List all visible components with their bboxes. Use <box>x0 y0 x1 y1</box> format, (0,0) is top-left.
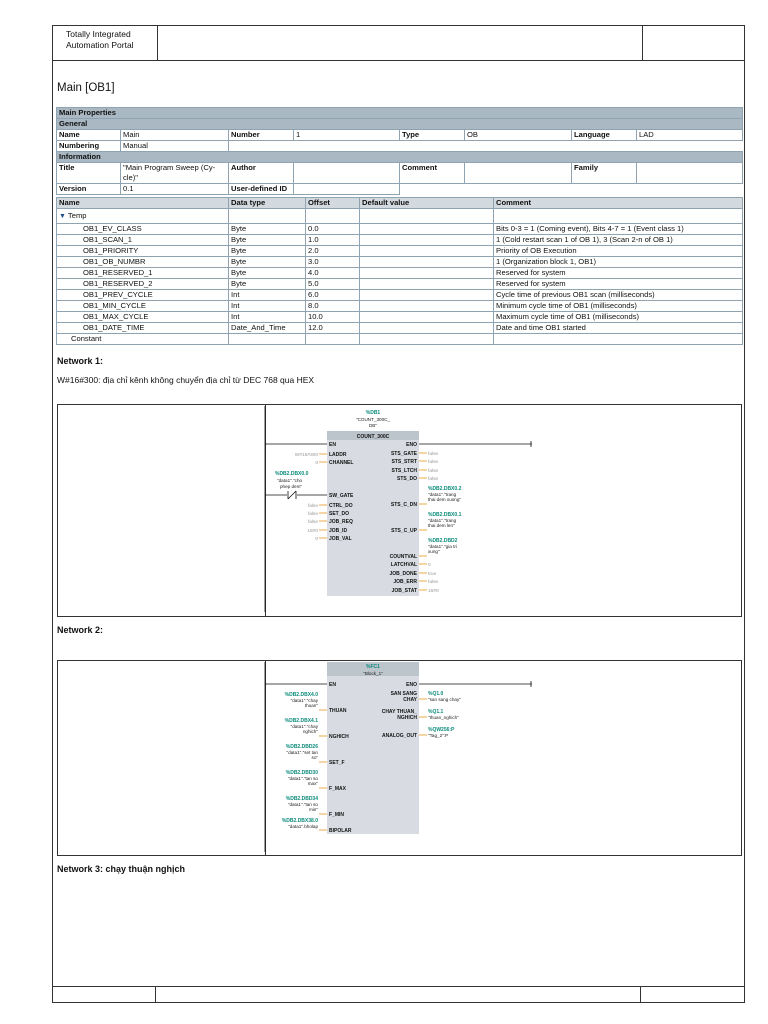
in-val-5: false <box>307 520 318 525</box>
constant-row: Constant <box>57 334 229 345</box>
var-name: OB1_RESERVED_1 <box>57 268 229 279</box>
var-comment: 1 (Cold restart scan 1 of OB 1), 3 (Scan 2-n of OB 1) <box>494 235 743 246</box>
family-label: Family <box>572 163 637 184</box>
in-pin-6: JOB_ID <box>329 528 348 534</box>
fc1-eno-pin: ENO <box>406 682 417 688</box>
numbering-label: Numbering <box>57 141 121 152</box>
out-pin-5: STS_C_UP <box>391 528 417 534</box>
out-cv-c2: xung" <box>428 549 440 554</box>
fc-in-c1-5: "data1".bholap <box>288 824 318 829</box>
var-offset: 3.0 <box>306 257 360 268</box>
fc-in-pin-5: BIPOLAR <box>329 828 352 834</box>
var-name: OB1_RESERVED_2 <box>57 279 229 290</box>
temp-row: ▼ Temp <box>57 209 229 224</box>
contact-operand: %DB2.DBX0.0 <box>275 471 309 477</box>
in-pin-1: CHANNEL <box>329 460 354 466</box>
fc-in-c2-2: so" <box>311 755 318 760</box>
out-pin-nghich: NGHICH <box>397 715 417 721</box>
in-val-0: W#16#300 <box>294 453 318 458</box>
out-pin-7: LATCHVAL <box>390 562 417 568</box>
var-offset: 5.0 <box>306 279 360 290</box>
var-name: OB1_MIN_CYCLE <box>57 301 229 312</box>
out-up-c1: "data1"."trang <box>428 518 457 523</box>
out-val-3: false <box>428 477 439 482</box>
user-defined-id-label: User-defined ID <box>229 184 294 195</box>
var-offset: 8.0 <box>306 301 360 312</box>
en-pin: EN <box>329 442 336 448</box>
fc-in-op-1: %DB2.DBX4.1 <box>284 718 318 724</box>
out-pin-10: JOB_STAT <box>391 588 417 594</box>
fc-in-c2-0: thuan" <box>304 703 318 708</box>
in-pin-5: JOB_REQ <box>329 519 353 525</box>
comment-label: Comment <box>400 163 465 184</box>
var-comment: Priority of OB Execution <box>494 246 743 257</box>
fc1-name: "Block_1" <box>363 671 383 676</box>
number-label: Number <box>229 130 294 141</box>
var-type: Byte <box>229 279 306 290</box>
out-pin-6: COUNTVAL <box>389 554 417 560</box>
fc-in-c2-3: max" <box>307 781 318 786</box>
var-type: Int <box>229 312 306 323</box>
out-val-2: false <box>428 469 439 474</box>
col-comment: Comment <box>494 198 743 209</box>
fc-in-op-4: %DB2.DBD34 <box>285 796 318 802</box>
fc1-operand: %FC1 <box>366 664 380 670</box>
fc-in-c2-4: min" <box>308 807 318 812</box>
in-pin-3: CTRL_DO <box>329 503 353 509</box>
contact-comment-1: "data1"."cho <box>277 478 303 483</box>
var-name: OB1_SCAN_1 <box>57 235 229 246</box>
collapse-triangle-icon[interactable]: ▼ <box>59 213 66 220</box>
number-value: 1 <box>294 130 400 141</box>
out-up-op: %DB2.DBX0.1 <box>428 512 462 518</box>
numbering-value: Manual <box>121 141 229 152</box>
var-offset: 10.0 <box>306 312 360 323</box>
fc-in-c1-2: "data1"."set tan <box>286 750 318 755</box>
count-300c-label: COUNT_300C <box>356 434 390 440</box>
var-offset: 2.0 <box>306 246 360 257</box>
out-pin-4: STS_C_DN <box>390 502 417 508</box>
eno-pin: ENO <box>406 442 417 448</box>
out-pin-0: STS_GATE <box>390 451 417 457</box>
fc-in-pin-3: F_MAX <box>329 786 346 792</box>
fc-in-c1-3: "data1"."tan so <box>287 776 318 781</box>
fc-in-op-3: %DB2.DBD30 <box>285 770 318 776</box>
author-label: Author <box>229 163 294 184</box>
contact-comment-2: phep dem" <box>280 484 303 489</box>
title-value: "Main Program Sweep (Cy- cle)" <box>121 163 229 184</box>
out-cm-thuan-nghich: "thuan_nghich" <box>428 715 459 720</box>
page-footer <box>52 986 745 1003</box>
type-value: OB <box>465 130 572 141</box>
fc-in-op-5: %DB2.DBX38.0 <box>281 818 318 824</box>
var-comment: Date and time OB1 started <box>494 323 743 334</box>
in-pin-7: JOB_VAL <box>329 536 352 542</box>
network-3-title: Network 3: chạy thuận nghịch <box>57 864 186 874</box>
version-value: 0.1 <box>121 184 229 195</box>
out-dn-c1: "data1"."trang <box>428 492 457 497</box>
in-pin-0: LADDR <box>329 452 347 458</box>
out-pin-3: STS_DO <box>396 476 417 482</box>
network-2-diagram <box>265 662 532 852</box>
var-offset: 4.0 <box>306 268 360 279</box>
out-up-c2: thai dem len" <box>428 523 455 528</box>
out-val-1: false <box>428 460 439 465</box>
var-name: OB1_PRIORITY <box>57 246 229 257</box>
fc-in-c1-1: "data1"."chay <box>290 724 318 729</box>
col-offset: Offset <box>306 198 360 209</box>
in-val-6: 16#0 <box>307 529 318 534</box>
out-pin-san-sang: SAN SANG <box>390 691 417 697</box>
var-type: Byte <box>229 257 306 268</box>
var-type: Byte <box>229 235 306 246</box>
in-val-7: 0 <box>315 537 318 542</box>
section-main-properties: Main Properties <box>57 108 743 119</box>
page-title: Main [OB1] <box>57 82 115 94</box>
out-val-10: 16#0 <box>428 589 439 594</box>
col-default-value: Default value <box>360 198 494 209</box>
fc1-en-pin: EN <box>329 682 336 688</box>
out-pin-chay-thuan: CHAY THUAN_ <box>381 709 417 715</box>
db1-name-1: "COUNT_300C_ <box>355 417 391 422</box>
var-comment: Reserved for system <box>494 279 743 290</box>
out-pin-chay: CHAY <box>403 697 417 703</box>
out-pin-analog-out: ANALOG_OUT <box>382 733 417 739</box>
var-type: Byte <box>229 224 306 235</box>
in-pin-2: SW_GATE <box>329 493 354 499</box>
out-dn-op: %DB2.DBX0.2 <box>428 486 462 492</box>
var-name: OB1_MAX_CYCLE <box>57 312 229 323</box>
var-name: OB1_DATE_TIME <box>57 323 229 334</box>
network-1-title: Network 1: <box>57 356 104 366</box>
in-val-4: false <box>307 512 318 517</box>
type-label: Type <box>400 130 465 141</box>
var-offset: 12.0 <box>306 323 360 334</box>
network-2-inputs <box>282 692 352 834</box>
in-pin-4: SET_DO <box>329 511 350 517</box>
title-label: Title <box>57 163 121 184</box>
language-value: LAD <box>637 130 743 141</box>
var-offset: 1.0 <box>306 235 360 246</box>
section-information: Information <box>57 152 743 163</box>
var-type: Date_And_Time <box>229 323 306 334</box>
network-1-comment: W#16#300: địa chỉ kênh không chuyển địa chỉ từ DEC 768 qua HEX <box>57 375 315 385</box>
in-val-3: false <box>307 504 318 509</box>
out-cm-san-sang: "san sang chay" <box>428 697 461 702</box>
out-val-7: 0 <box>428 563 431 568</box>
header-line-1: Totally Integrated <box>66 29 131 39</box>
fc-in-pin-1: NGHICH <box>329 734 349 740</box>
out-op-q1-1: %Q1.1 <box>428 709 444 715</box>
var-comment: Cycle time of previous OB1 scan (milliseconds) <box>494 290 743 301</box>
out-pin-2: STS_LTCH <box>391 468 417 474</box>
var-type: Int <box>229 301 306 312</box>
db1-operand: %DB1 <box>365 410 381 416</box>
header-line-2: Automation Portal <box>66 40 134 50</box>
out-op-qw256: %QW256:P <box>428 727 455 733</box>
out-pin-9: JOB_ERR <box>393 579 417 585</box>
fc-in-op-2: %DB2.DBD26 <box>285 744 318 750</box>
out-pin-1: STS_STRT <box>391 459 417 465</box>
out-pin-8: JOB_DONE <box>389 571 417 577</box>
fc-in-c1-0: "data1"."chay <box>290 698 318 703</box>
var-type: Int <box>229 290 306 301</box>
out-cv-c1: "data1"."gia tri <box>428 544 457 549</box>
var-comment: Reserved for system <box>494 268 743 279</box>
var-type: Byte <box>229 268 306 279</box>
out-cv-op: %DB2.DBD2 <box>428 538 458 544</box>
var-name: OB1_PREV_CYCLE <box>57 290 229 301</box>
out-val-8: true <box>428 572 437 577</box>
db1-name-2: DB" <box>368 423 378 428</box>
var-comment: Minimum cycle time of OB1 (milliseconds) <box>494 301 743 312</box>
network-2-title: Network 2: <box>57 625 104 635</box>
var-type: Byte <box>229 246 306 257</box>
out-op-q1-0: %Q1.0 <box>428 691 444 697</box>
fc-in-pin-4: F_MIN <box>329 812 344 818</box>
out-cm-tag2: "Tag_2":P <box>428 733 449 738</box>
col-data-type: Data type <box>229 198 306 209</box>
name-label: Name <box>57 130 121 141</box>
section-general: General <box>57 119 743 130</box>
fc-in-c2-1: nghich" <box>302 729 318 734</box>
var-comment: Maximum cycle time of OB1 (milliseconds) <box>494 312 743 323</box>
var-name: OB1_EV_CLASS <box>57 224 229 235</box>
name-value: Main <box>121 130 229 141</box>
var-comment: 1 (Organization block 1, OB1) <box>494 257 743 268</box>
fc-in-c1-4: "data1"."tan so <box>287 802 318 807</box>
var-name: OB1_OB_NUMBR <box>57 257 229 268</box>
out-val-9: false <box>428 580 439 585</box>
fc-in-pin-0: THUAN <box>329 708 347 714</box>
language-label: Language <box>572 130 637 141</box>
out-val-0: false <box>428 452 439 457</box>
col-name: Name <box>57 198 229 209</box>
var-offset: 0.0 <box>306 224 360 235</box>
out-dn-c2: thai dem xuong" <box>428 497 462 502</box>
version-label: Version <box>57 184 121 195</box>
var-comment: Bits 0-3 = 1 (Coming event), Bits 4-7 = 1 (Event class 1) <box>494 224 743 235</box>
var-offset: 6.0 <box>306 290 360 301</box>
fc-in-op-0: %DB2.DBX4.0 <box>284 692 318 698</box>
fc-in-pin-2: SET_F <box>329 760 345 766</box>
in-val-1: 0 <box>315 461 318 466</box>
